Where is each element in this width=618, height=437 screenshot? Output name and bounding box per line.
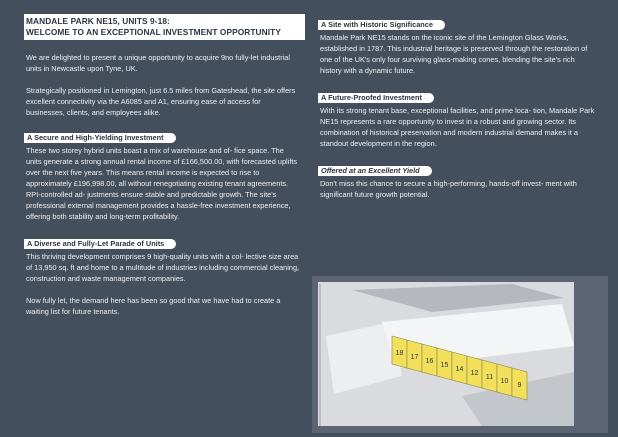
unit-label-17: 17 xyxy=(410,354,419,361)
yield-body: Don't miss this chance to secure a high-performing, hands-off invest- ment with significant future growth potential. xyxy=(320,179,577,199)
unit-label-12: 12 xyxy=(470,370,479,377)
unit-label-15: 15 xyxy=(440,362,449,369)
unit-label-10: 10 xyxy=(500,378,509,385)
secure-heading: A Secure and High-Yielding Investment xyxy=(24,133,176,143)
future-body: With its strong tenant base, exceptional facilities, and prime loca- tion, Mandale Park NE15 represents a rare opportunity to invest in a robust and growing sector. Its combination of historical preservation and modern industrial demand makes it a standout development in the region. xyxy=(320,106,595,148)
historic-body: Mandale Park NE15 stands on the iconic site of the Lemington Glass Works, established in 1787. This industrial heritage is preserved through the restoration of one of the UK's only four surviving glass-making cones, blending the site's rich history with a dynamic future. xyxy=(320,33,588,75)
secure-body: These two storey hybrid units boast a mix of warehouse and of- fice space. The units generate a strong annual rental income of £166,500.00, with forecasted uplifts over the next five years. This means rental income is expected to rise to approximately £196,998.00, all without renegotiating existing tenant agreements. RPI-controlled ad- justments ensure stable and predictable growth. The site's professional external management provides a hassle-free investment experience, offering both stability and long-term profitability. xyxy=(26,146,298,221)
page-headline xyxy=(24,14,305,40)
unit-label-16: 16 xyxy=(425,358,434,365)
headline-line-1: MANDALE PARK NE15, UNITS 9-18: xyxy=(26,16,170,26)
future-heading: A Future-Proofed Investment xyxy=(318,93,434,103)
historic-heading: A Site with Historic Significance xyxy=(318,20,445,30)
unit-label-14: 14 xyxy=(455,366,464,373)
intro-paragraph-1: We are delighted to present a unique opportunity to acquire 9no fully-let industrial units in Newcastle upon Tyne, UK. xyxy=(26,53,290,73)
parade-heading: A Diverse and Fully-Let Parade of Units xyxy=(24,239,176,249)
left-column xyxy=(26,14,300,328)
site-plan-map xyxy=(312,276,608,433)
right-column xyxy=(320,14,596,211)
parade-body-1: This thriving development comprises 9 high-quality units with a col- lective size area of 13,950 sq. ft and home to a multitude of industries including commercial cleaning, construction and waste management companies. xyxy=(26,252,300,283)
headline-line-2: WELCOME TO AN EXCEPTIONAL INVESTMENT OPPORTUNITY xyxy=(26,27,281,37)
unit-label-11: 11 xyxy=(485,374,494,381)
intro-paragraph-2: Strategically positioned in Lemington, just 6.5 miles from Gateshead, the site offers excellent connectivity via the A6085 and A1, ensuring ease of access for businesses, clients, and employees alike. xyxy=(26,86,296,117)
unit-label-18: 18 xyxy=(395,350,404,357)
yield-heading: Offered at an Excellent Yield xyxy=(318,166,432,176)
parade-body-2: Now fully let, the demand here has been so good that we have had to create a waiting list for future tenants. xyxy=(26,296,281,316)
unit-label-9: 9 xyxy=(517,382,522,389)
